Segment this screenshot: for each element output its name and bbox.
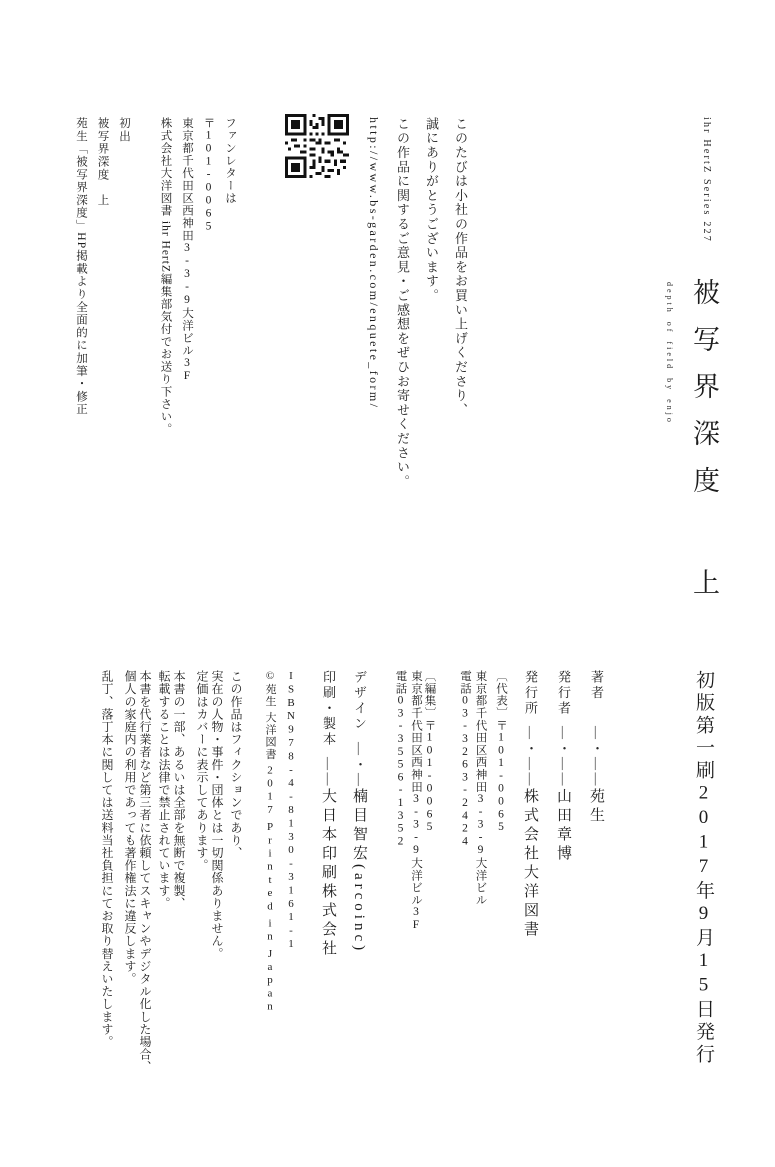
feedback-line: この作品に関するご意見・ご感想をぜひお寄せください。 — [395, 117, 410, 489]
fan-letter-recipient: 株式会社大洋図書 ihr HertZ編集部気付でお送り下さい。 — [159, 117, 172, 436]
publisher-label: 発行所 — [523, 670, 538, 717]
first-publication-work: 被写界深度 上 — [96, 117, 109, 207]
feedback-line: 誠にありがとうございます。 — [424, 117, 439, 303]
disclaimer-line: この作品はフィクションであり、 — [229, 670, 243, 859]
design-label: デザイン — [352, 670, 367, 732]
disclaimer-line: 転載することは法律で禁止されています。 — [157, 670, 171, 910]
publisher-rep-phone: 電話03-3263-2424 — [459, 670, 471, 849]
first-publication-detail: 苑生「被写界深度」HP掲載より全面的に加筆・修正 — [75, 117, 87, 416]
fan-letter-postal: 〒101-0065 — [202, 117, 215, 234]
isbn: ISBN978-4-8130-3161-1 — [285, 670, 297, 952]
first-publication-note — [75, 117, 130, 517]
leader-dash: ―・― — [352, 741, 367, 788]
author-label: 著者 — [589, 670, 604, 701]
copyright-notice: ©苑生 大洋図書 2017 Printed in Japan — [264, 670, 276, 1014]
qr-code-icon — [285, 114, 349, 178]
disclaimer-line: 定価はカバーに表示してあります。 — [195, 670, 209, 872]
disclaimer-line: 本書を代行業者など第三者に依頼してスキャンやデジタル化した場合、 — [138, 670, 152, 1074]
leader-dash: ―・―― — [589, 726, 604, 788]
disclaimer-line: 本書の一部、あるいは全部を無断で複製、 — [172, 670, 186, 910]
disclaimer-line: 個人の家庭内の利用であっても著作権法に違反します。 — [123, 670, 137, 985]
book-title-block — [690, 278, 717, 595]
printer-label: 印刷・製本 — [321, 670, 336, 748]
author-line — [588, 670, 603, 1150]
subtitle-english: depth of field by enjo — [665, 282, 674, 425]
issuer-name: 山田章博 — [555, 788, 571, 864]
colophon-block — [101, 670, 713, 1150]
leader-dash: ―― — [321, 757, 336, 788]
leader-dash: ―・―― — [523, 726, 538, 788]
series-label: ihr HertZ Series 227 — [701, 117, 712, 243]
publisher-edit-phone: 電話03-3556-1352 — [394, 670, 407, 849]
feedback-line: このたびは小社の作品をお買い上げくださり、 — [453, 117, 468, 418]
feedback-note — [368, 117, 467, 537]
fan-letter-street: 東京都千代田区西神田3-3-9大洋ビル3F — [181, 117, 193, 383]
issuer-line — [555, 670, 570, 1150]
disclaimer-line: 実在の人物・事件・団体とは一切関係ありません。 — [210, 670, 224, 960]
volume-label: 上 — [689, 568, 719, 595]
fan-letter-address — [159, 117, 235, 517]
author-name: 苑生 — [588, 788, 604, 826]
publisher-rep-postal: 〔代表〕〒101-0065 — [495, 670, 507, 834]
enquete-url: http://www.bs-garden.com/enquete_form/ — [367, 117, 381, 410]
issuer-label: 発行者 — [556, 670, 571, 717]
printer-name: 大日本印刷株式会社 — [320, 788, 336, 959]
leader-dash: ―・―― — [556, 726, 571, 788]
publisher-edit-postal: 〔編集〕〒101-0065 — [423, 670, 436, 834]
designer-name: 楠目智宏(arcoinc) — [351, 788, 367, 955]
disclaimer-line: 乱丁、落丁本に関しては送料当社負担にてお取り替えいたします。 — [100, 670, 114, 1048]
publisher-edit-address: 東京都千代田区西神田3-3-9大洋ビル3F — [410, 670, 422, 932]
fan-letter-intro: ファンレターは — [224, 117, 236, 205]
book-title: 被写界深度 — [689, 278, 719, 513]
printer-line — [320, 670, 335, 1150]
design-line — [351, 670, 366, 1150]
edition-date: 初版第一刷2017年9月15日発行 — [693, 670, 714, 1067]
publisher-line — [522, 670, 537, 1150]
first-publication-heading: 初出 — [118, 117, 130, 143]
publisher-rep-address: 東京都千代田区西神田3-3-9大洋ビル — [474, 670, 487, 907]
publisher-name: 株式会社大洋図書 — [522, 788, 538, 940]
